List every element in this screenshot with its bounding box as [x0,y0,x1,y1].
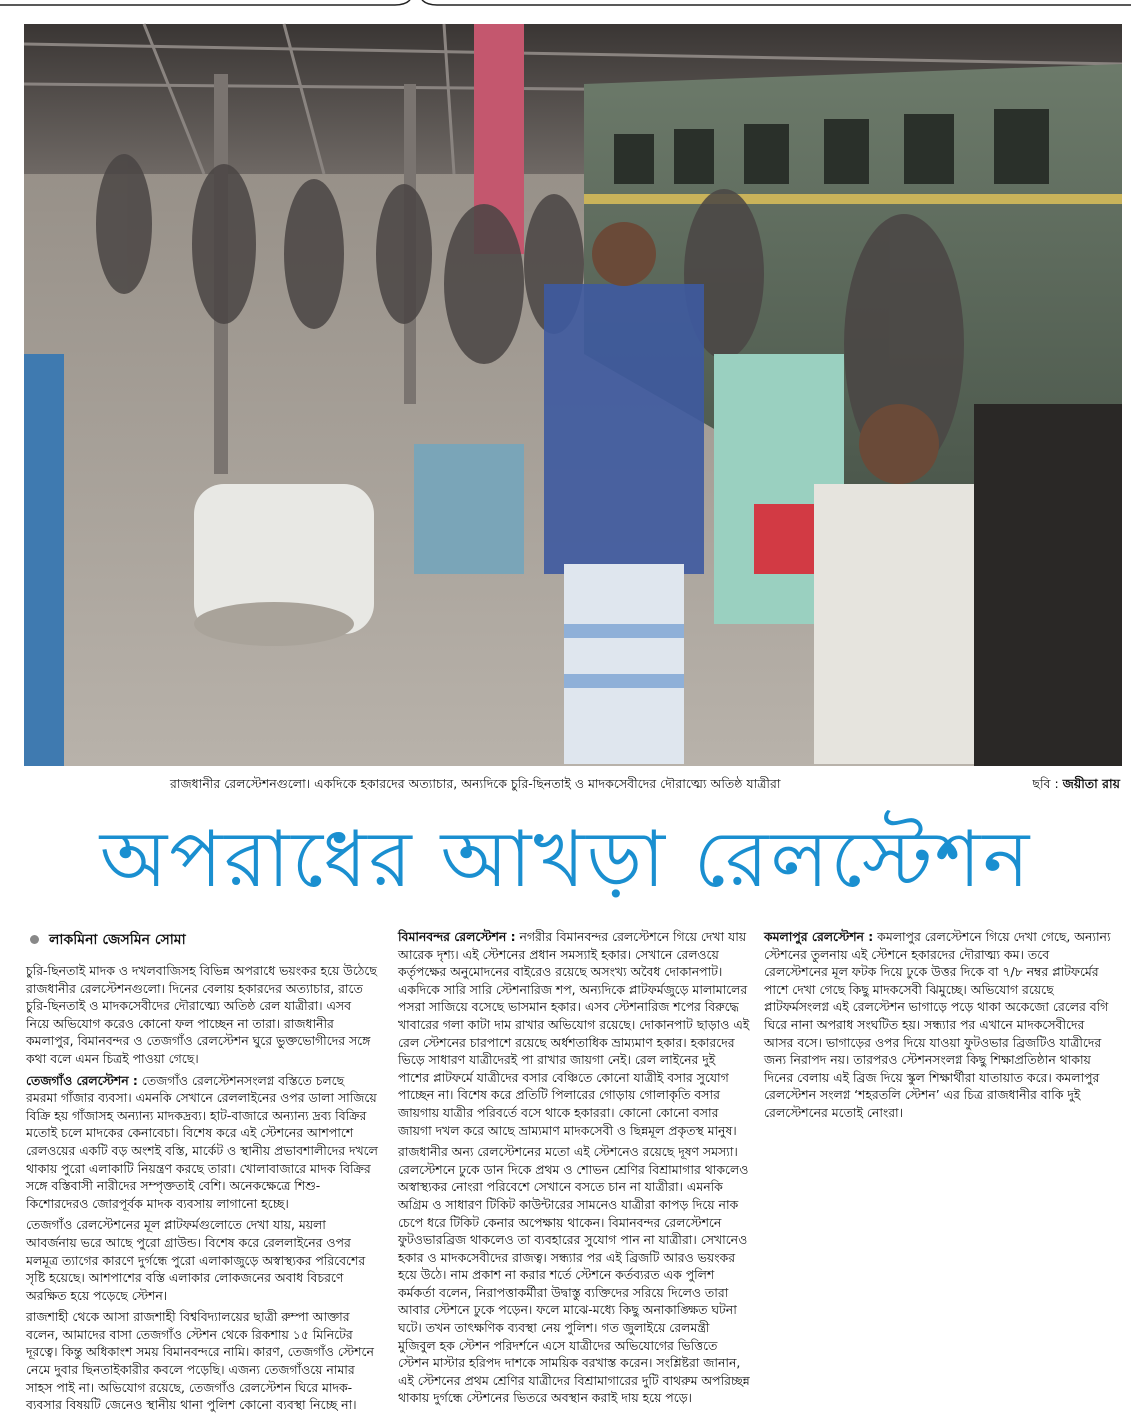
photo-credit [1032,773,1120,795]
subhead-tejgaon: তেজগাঁও রেলস্টেশন : [26,1072,138,1088]
author-name: লাকমিনা জেসমিন সোমা [49,932,186,948]
article-headline: অপরাধের আখড়া রেলস্টেশন [99,815,1032,905]
subhead-kamalapur: কমলাপুর রেলস্টেশন : [764,929,874,944]
article-column-1 [26,928,378,1413]
photo-caption [170,773,1120,795]
paragraph-tejgaon: তেজগাঁও রেলস্টেশন : তেজগাঁও রেলস্টেশনসংলগ্ন বস্তিতে চলছে রমরমা গাঁজার ব্যবসা। এমনকি সেখানে রেললাইনের ওপর ডালা সাজিয়ে বিক্রি হয় গাঁজাসহ অন্যান্য মাদকদ্রব্য। হাট-বাজারে অন্যান্য দ্রব্য বিক্রির মতোই চলে মাদকের কেনাবেচা। বিশেষ করে এই স্টেশনের আশপাশে রেলওয়ের একটি বড় অংশই বস্তি, মার্কেট ও স্থানীয় প্রভাবশালীদের দখলে থাকায় পুরো এলাকাটি নিয়ন্ত্রণ করছে তারা। খোলাবাজারে মাদক বিক্রির সঙ্গে বস্তিবাসী নারীদের সম্পৃক্ততাই বেশি। অনেকক্ষেত্রে শিশু-কিশোরদেরও জোরপূর্বক মাদক ব্যবসায় লাগানো হচ্ছে। [26,1072,378,1211]
article-body [26,928,1122,1413]
subhead-airport: বিমানবন্দর রেলস্টেশন : [398,929,516,944]
article-column-3 [764,928,1116,1358]
paragraph-tejgaon-platform: তেজগাঁও রেলস্টেশনের মূল প্লাটফর্মগুলোতে দেখা যায়, ময়লা আবর্জনায় ভরে আছে পুরো গ্রাউন্ড। বিশেষ করে রেললাইনের ওপর মলমূত্র ত্যাগের কারণে দুর্গন্ধে পুরো এলাকাজুড়ে অস্বাস্থ্যকর পরিবেশের সৃষ্টি হয়েছে। আশপাশের বস্তি এলাকার লোকজনের অবাধ বিচরণে অরক্ষিত হয়ে পড়েছে স্টেশন। [26,1217,366,1303]
photo-credit-name: জয়ীতা রায় [1062,776,1120,791]
paragraph-intro: চুরি-ছিনতাই মাদক ও দখলবাজিসহ বিভিন্ন অপরাধে ভয়ংকর হয়ে উঠেছে রাজধানীর রেলস্টেশনগুলো। দিনের বেলায় হকারদের অত্যাচার, রাতে চুরি-ছিনতাই ও মাদকসেবীদের দৌরাত্ম্যে অতিষ্ঠ রেল যাত্রীরা। এসব নিয়ে অভিযোগ করেও কোনো ফল পাচ্ছেন না তারা। রাজধানীর কমলাপুর, বিমানবন্দর ও তেজগাঁও রেলস্টেশন ঘুরে ভুক্তভোগীদের সঙ্গে কথা বলে এমন চিত্রই পাওয়া গেছে। [26,963,377,1066]
photo-credit-label: ছবি : [1032,776,1059,791]
page-top-border [0,0,1131,14]
article-column-2 [398,928,750,1406]
bullet-icon [30,935,39,944]
paragraph-student-quote-start: রাজশাহী থেকে আসা রাজশাহী বিশ্ববিদ্যালয়ের ছাত্রী রুম্পা আক্তার বলেন, আমাদের বাসা তেজগাঁও স্টেশন থেকে রিকশায় ১৫ মিনিটের দূরত্বে। কিন্তু অধিকাংশ সময় বিমানবন্দরে নামি। কারণ, তেজগাঁও স্টেশনে নেমে দুবার ছিনতাইকারীর কবলে পড়েছি। এজন্য তেজগাঁওয়ে নামার সাহস পাই না। অভিযোগ রয়েছে, তেজগাঁও রেলস্টেশন ঘিরে মাদক-ব্যবসার বিষয়টি জেনেও স্থানীয় থানা পুলিশ কোনো ব্যবস্থা নিচ্ছে না। [26,1309,374,1413]
byline [26,930,378,950]
photo-caption-text: রাজধানীর রেলস্টেশনগুলো। একদিকে হকারদের অত্যাচার, অন্যদিকে চুরি-ছিনতাই ও মাদকসেবীদের দৌরাত্ম্যে অতিষ্ঠ যাত্রীরা [170,776,781,791]
photo-illustration [24,24,1122,766]
paragraph-kamalapur: কমলাপুর রেলস্টেশন : কমলাপুর রেলস্টেশনে গিয়ে দেখা গেছে, অন্যান্য স্টেশনের তুলনায় এই স্টেশনে হকারদের দৌরাত্ম্য কম। তবে রেলস্টেশনের মূল ফটক দিয়ে ঢুকে উত্তর দিকে বা ৭/৮ নম্বর প্লাটফর্মের পাশে দেখা গেছে কিছু মাদকসেবী ঝিমুচ্ছে। অভিযোগ রয়েছে প্লাটফর্মসংলগ্ন এই রেলস্টেশন ভাগাড়ে পড়ে থাকা অকেজো রেলের বগি ঘিরে নানা অপরাধ সংঘটিত হয়। সন্ধ্যার পর এখানে মাদকসেবীদের আসর বসে। ভাগাড়ের ওপর দিয়ে যাওয়া ফুটওভার ব্রিজটিও যাত্রীদের জন্য নিরাপদ নয়। তারপরও স্টেশনসংলগ্ন কিছু শিক্ষাপ্রতিষ্ঠান থাকায় দিনের বেলায় এই ব্রিজ দিয়ে স্কুল শিক্ষার্থীরা যাতায়াত করে। কমলাপুর রেলস্টেশন সংলগ্ন ‘শহরতলি স্টেশন’ এর চিত্র রাজধানীর বাকি দুই রেলস্টেশনের মতোই নোংরা। [764,929,1111,1120]
paragraph-airport-pollution: রাজধানীর অন্য রেলস্টেশনের মতো এই স্টেশনেও রয়েছে দূষণ সমস্যা। রেলস্টেশনে ঢুকে ডান দিকে প্রথম ও শোভন শ্রেণির বিশ্রামাগার থাকলেও অস্বাস্থ্যকর নোংরা পরিবেশে সেখানে বসতে চান না যাত্রীরা। এমনকি অগ্রিম ও সাধারণ টিকিট কাউন্টারের সামনেও যাত্রীরা কাপড় দিয়ে নাক চেপে ধরে টিকিট কেনার অপেক্ষায় থাকেন। বিমানবন্দর রেলস্টেশনে ফুটওভারব্রিজ থাকলেও তা ব্যবহারের সুযোগ পান না যাত্রীরা। সেখানেও হকার ও মাদকসেবীদের রাজত্ব। সন্ধ্যার পর এই ব্রিজটি আরও ভয়ংকর হয়ে উঠে। নাম প্রকাশ না করার শর্তে স্টেশনে কর্তব্যরত এক পুলিশ কর্মকর্তা বলেন, নিরাপত্তাকর্মীরা উদ্বাস্তু ব্যক্তিদের সরিয়ে দিলেও তারা আবার স্টেশনে ঢুকে পড়েন। ফলে মাঝে-মধ্যে কিছু অনাকাঙ্ক্ষিত ঘটনা ঘটে। তখন তাৎক্ষণিক ব্যবস্থা নেয় পুলিশ। গত জুলাইয়ে রেলমন্ত্রী মুজিবুল হক স্টেশন পরিদর্শনে এসে যাত্রীদের অভিযোগের ভিত্তিতে স্টেশন মাস্টার হরিপদ দাশকে সাময়িক বরখাস্ত করেন। সংশ্লিষ্টরা জানান, এই স্টেশনের প্রথম শ্রেণির যাত্রীদের বিশ্রামাগারের দুটি বাথরুম অপরিচ্ছন্ন থাকায় দুর্গন্ধে স্টেশনের ভিতরে অবস্থান করাই দায় হয়ে পড়ে। [398,1144,750,1406]
paragraph-airport: বিমানবন্দর রেলস্টেশন : নগরীর বিমানবন্দর রেলস্টেশনে গিয়ে দেখা যায় আরেক দৃশ্য। এই স্টেশনের প্রধান সমস্যাই হকার। সেখানে রেলওয়ে কর্তৃপক্ষের অনুমোদনের বাইরেও রয়েছে অসংখ্য অবৈধ দোকানপাট। একদিকে সারি সারি স্টেশনারিজ শপ, অন্যদিকে প্লাটফর্মজুড়ে মালামালের পসরা সাজিয়ে বসেছে ভাসমান হকার। এসব স্টেশনারিজ শপের বিরুদ্ধে খাবারের গলা কাটা দাম রাখার অভিযোগ রয়েছে। দোকানপাট ছাড়াও এই রেল স্টেশনের চারপাশে রয়েছে অর্ধশতাধিক ভ্রাম্যমাণ হকার। হকারদের ভিড়ে সাধারণ যাত্রীদেরই পা রাখার জায়গা নেই। রেল লাইনের দুই পাশের প্লাটফর্মে যাত্রীদের বসার বেঞ্চিতে কোনো যাত্রীই বসার সুযোগ পাচ্ছেন না। বিশেষ করে প্রতিটি পিলারের গোড়ায় গোলাকৃতি বসার জায়গায় যাত্রীর পরিবর্তে বসে থাকে হকাররা। কোনো কোনো বসার জায়গা দখল করে আছে ভ্রাম্যমাণ মাদকসেবী ও ছিন্নমূল প্রকৃতস্থ মানুষ। [398,929,750,1138]
news-photo-railway-platform [24,24,1122,766]
